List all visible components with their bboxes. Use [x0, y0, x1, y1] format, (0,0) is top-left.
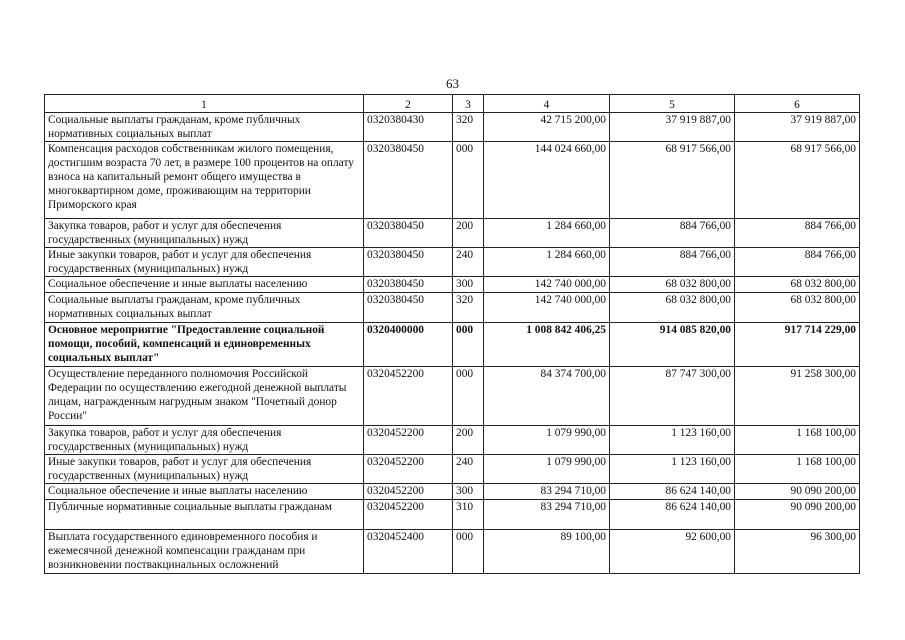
row-value-col5-cell: 68 917 566,00: [610, 142, 735, 219]
table-row: [45, 455, 860, 484]
table-body: [45, 113, 860, 574]
table-row: [45, 484, 860, 500]
row-name-cell: Социальное обеспечение и иные выплаты населению: [45, 484, 364, 500]
row-code-cell: 0320380430: [364, 113, 453, 142]
row-type-cell: 320: [453, 113, 484, 142]
row-value-col5-cell: 884 766,00: [610, 219, 735, 248]
row-value-col4-cell: 142 740 000,00: [484, 293, 610, 323]
row-name-cell: Выплата государственного единовременного пособия и ежемесячной денежной компенсации гражданам при возникновении поствакцинальных осложнений: [45, 530, 364, 574]
row-code-cell: 0320452400: [364, 530, 453, 574]
row-value-col5-cell: 1 123 160,00: [610, 455, 735, 484]
row-value-col6-cell: 917 714 229,00: [735, 323, 860, 367]
row-type-cell: 200: [453, 219, 484, 248]
row-value-col5-cell: 86 624 140,00: [610, 484, 735, 500]
row-type-cell: 200: [453, 426, 484, 455]
row-value-col6-cell: 96 300,00: [735, 530, 860, 574]
row-name-cell: Иные закупки товаров, работ и услуг для обеспечения государственных (муниципальных) нужд: [45, 455, 364, 484]
row-name-cell: Публичные нормативные социальные выплаты гражданам: [45, 500, 364, 530]
row-code-cell: 0320400000: [364, 323, 453, 367]
row-type-cell: 000: [453, 530, 484, 574]
column-header: 3: [453, 95, 484, 113]
row-name-cell: Социальные выплаты гражданам, кроме публичных нормативных социальных выплат: [45, 113, 364, 142]
table-row: [45, 500, 860, 530]
row-name-cell: Закупка товаров, работ и услуг для обеспечения государственных (муниципальных) нужд: [45, 219, 364, 248]
row-value-col4-cell: 83 294 710,00: [484, 484, 610, 500]
column-header: 5: [610, 95, 735, 113]
row-code-cell: 0320452200: [364, 455, 453, 484]
row-value-col6-cell: 68 917 566,00: [735, 142, 860, 219]
row-value-col6-cell: 90 090 200,00: [735, 500, 860, 530]
row-value-col4-cell: 84 374 700,00: [484, 367, 610, 426]
row-value-col5-cell: 87 747 300,00: [610, 367, 735, 426]
row-name-cell: Закупка товаров, работ и услуг для обеспечения государственных (муниципальных) нужд: [45, 426, 364, 455]
table-row: [45, 323, 860, 367]
row-value-col5-cell: 37 919 887,00: [610, 113, 735, 142]
row-value-col5-cell: 1 123 160,00: [610, 426, 735, 455]
row-name-cell: Иные закупки товаров, работ и услуг для обеспечения государственных (муниципальных) нужд: [45, 248, 364, 277]
row-name-cell: Основное мероприятие "Предоставление социальной помощи, пособий, компенсаций и единовременных социальных выплат": [45, 323, 364, 367]
row-type-cell: 000: [453, 323, 484, 367]
row-code-cell: 0320380450: [364, 219, 453, 248]
row-value-col5-cell: 68 032 800,00: [610, 277, 735, 293]
row-value-col6-cell: 68 032 800,00: [735, 293, 860, 323]
row-code-cell: 0320380450: [364, 293, 453, 323]
row-code-cell: 0320452200: [364, 426, 453, 455]
row-value-col6-cell: 884 766,00: [735, 219, 860, 248]
row-value-col5-cell: 914 085 820,00: [610, 323, 735, 367]
row-code-cell: 0320380450: [364, 142, 453, 219]
table-row: [45, 426, 860, 455]
table-header-row: [45, 95, 860, 113]
row-type-cell: 240: [453, 248, 484, 277]
table-row: [45, 293, 860, 323]
row-type-cell: 300: [453, 277, 484, 293]
row-value-col4-cell: 89 100,00: [484, 530, 610, 574]
table-row: [45, 248, 860, 277]
column-header: 6: [735, 95, 860, 113]
row-value-col4-cell: 144 024 660,00: [484, 142, 610, 219]
row-code-cell: 0320380450: [364, 277, 453, 293]
row-value-col4-cell: 42 715 200,00: [484, 113, 610, 142]
row-value-col4-cell: 1 284 660,00: [484, 248, 610, 277]
row-value-col6-cell: 90 090 200,00: [735, 484, 860, 500]
table-row: [45, 367, 860, 426]
row-type-cell: 000: [453, 367, 484, 426]
row-name-cell: Социальное обеспечение и иные выплаты населению: [45, 277, 364, 293]
row-value-col6-cell: 91 258 300,00: [735, 367, 860, 426]
budget-table: [44, 94, 860, 574]
row-value-col4-cell: 1 079 990,00: [484, 455, 610, 484]
table-row: [45, 530, 860, 574]
row-value-col4-cell: 142 740 000,00: [484, 277, 610, 293]
row-value-col5-cell: 92 600,00: [610, 530, 735, 574]
row-value-col6-cell: 68 032 800,00: [735, 277, 860, 293]
row-code-cell: 0320452200: [364, 484, 453, 500]
row-value-col6-cell: 884 766,00: [735, 248, 860, 277]
table-row: [45, 219, 860, 248]
row-type-cell: 320: [453, 293, 484, 323]
row-value-col4-cell: 83 294 710,00: [484, 500, 610, 530]
row-value-col4-cell: 1 284 660,00: [484, 219, 610, 248]
row-type-cell: 300: [453, 484, 484, 500]
row-code-cell: 0320380450: [364, 248, 453, 277]
row-type-cell: 000: [453, 142, 484, 219]
table-row: [45, 277, 860, 293]
table-row: [45, 142, 860, 219]
table-row: [45, 113, 860, 142]
row-value-col4-cell: 1 008 842 406,25: [484, 323, 610, 367]
row-code-cell: 0320452200: [364, 367, 453, 426]
row-type-cell: 240: [453, 455, 484, 484]
row-name-cell: Компенсация расходов собственникам жилого помещения, достигшим возраста 70 лет, в размере 100 процентов на оплату взноса на капитальный ремонт общего имущества в многоквартирном доме, проживающим на территории Приморского края: [45, 142, 364, 219]
row-value-col4-cell: 1 079 990,00: [484, 426, 610, 455]
row-value-col5-cell: 68 032 800,00: [610, 293, 735, 323]
row-type-cell: 310: [453, 500, 484, 530]
page-number: 63: [446, 76, 459, 91]
row-value-col5-cell: 86 624 140,00: [610, 500, 735, 530]
row-value-col6-cell: 1 168 100,00: [735, 426, 860, 455]
row-name-cell: Осуществление переданного полномочия Российской Федерации по осуществлению ежегодной денежной выплаты лицам, награжденным нагрудным знаком "Почетный донор России": [45, 367, 364, 426]
row-name-cell: Социальные выплаты гражданам, кроме публичных нормативных социальных выплат: [45, 293, 364, 323]
row-value-col6-cell: 1 168 100,00: [735, 455, 860, 484]
row-value-col5-cell: 884 766,00: [610, 248, 735, 277]
row-value-col6-cell: 37 919 887,00: [735, 113, 860, 142]
row-code-cell: 0320452200: [364, 500, 453, 530]
column-header: 1: [45, 95, 364, 113]
column-header: 2: [364, 95, 453, 113]
column-header: 4: [484, 95, 610, 113]
